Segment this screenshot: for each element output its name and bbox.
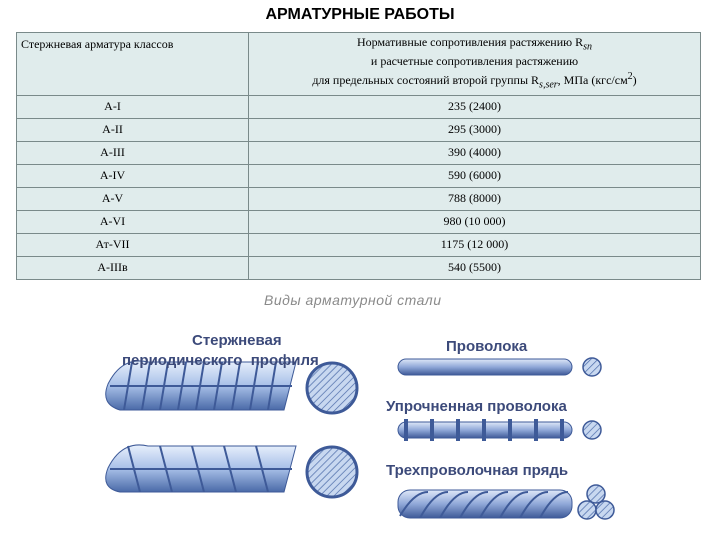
resistance-cell: 390 (4000) <box>249 141 701 164</box>
table-row <box>17 210 701 233</box>
table-row <box>17 187 701 210</box>
label-hardened-wire: Упрочненная проволока <box>386 398 567 415</box>
page-title: АРМАТУРНЫЕ РАБОТЫ <box>265 6 455 23</box>
class-cell: А-V <box>17 187 249 210</box>
class-cell: А-III <box>17 141 249 164</box>
table-row <box>17 233 701 256</box>
resistance-cell: 788 (8000) <box>249 187 701 210</box>
class-cell: А-II <box>17 118 249 141</box>
resistance-cell: 540 (5500) <box>249 256 701 279</box>
table-row <box>17 118 701 141</box>
table-row <box>17 256 701 279</box>
reinforcement-table <box>16 32 701 280</box>
table-row <box>17 95 701 118</box>
label-wire: Проволока <box>446 338 528 355</box>
class-cell: Ат-VII <box>17 233 249 256</box>
resistance-cell: 980 (10 000) <box>249 210 701 233</box>
wire-icon <box>398 358 601 376</box>
resistance-cell: 295 (3000) <box>249 118 701 141</box>
resistance-cell: 590 (6000) <box>249 164 701 187</box>
table-row <box>17 141 701 164</box>
class-cell: А-IV <box>17 164 249 187</box>
table-row <box>17 164 701 187</box>
class-cell: А-I <box>17 95 249 118</box>
three-wire-strand-icon <box>398 485 614 519</box>
header-class: Стержневая арматура классов <box>17 33 249 96</box>
header-resistance: Нормативные сопротивления растяжению $R_{sn}$ и расчетные сопротивления растяжению для предельных состояний второй группы $R_{s,ser}$, МПа $(кгс/см^2)$ <box>249 33 701 96</box>
steel-types-diagram <box>0 292 720 540</box>
class-cell: А-IIIв <box>17 256 249 279</box>
hardened-wire-icon <box>398 419 601 441</box>
table-header-row <box>17 33 701 96</box>
label-strand: Трехпроволочная прядь <box>386 462 569 479</box>
resistance-cell: 1175 (12 000) <box>249 233 701 256</box>
steel-illustrations <box>0 292 720 540</box>
resistance-cell: 235 (2400) <box>249 95 701 118</box>
class-cell: А-VI <box>17 210 249 233</box>
periodic-rod-2-icon <box>106 445 357 497</box>
diagram-title: Виды арматурной стали <box>264 292 442 308</box>
label-rod-line2: периодического профиля <box>122 352 319 369</box>
label-rod-line1: Стержневая <box>192 332 282 349</box>
